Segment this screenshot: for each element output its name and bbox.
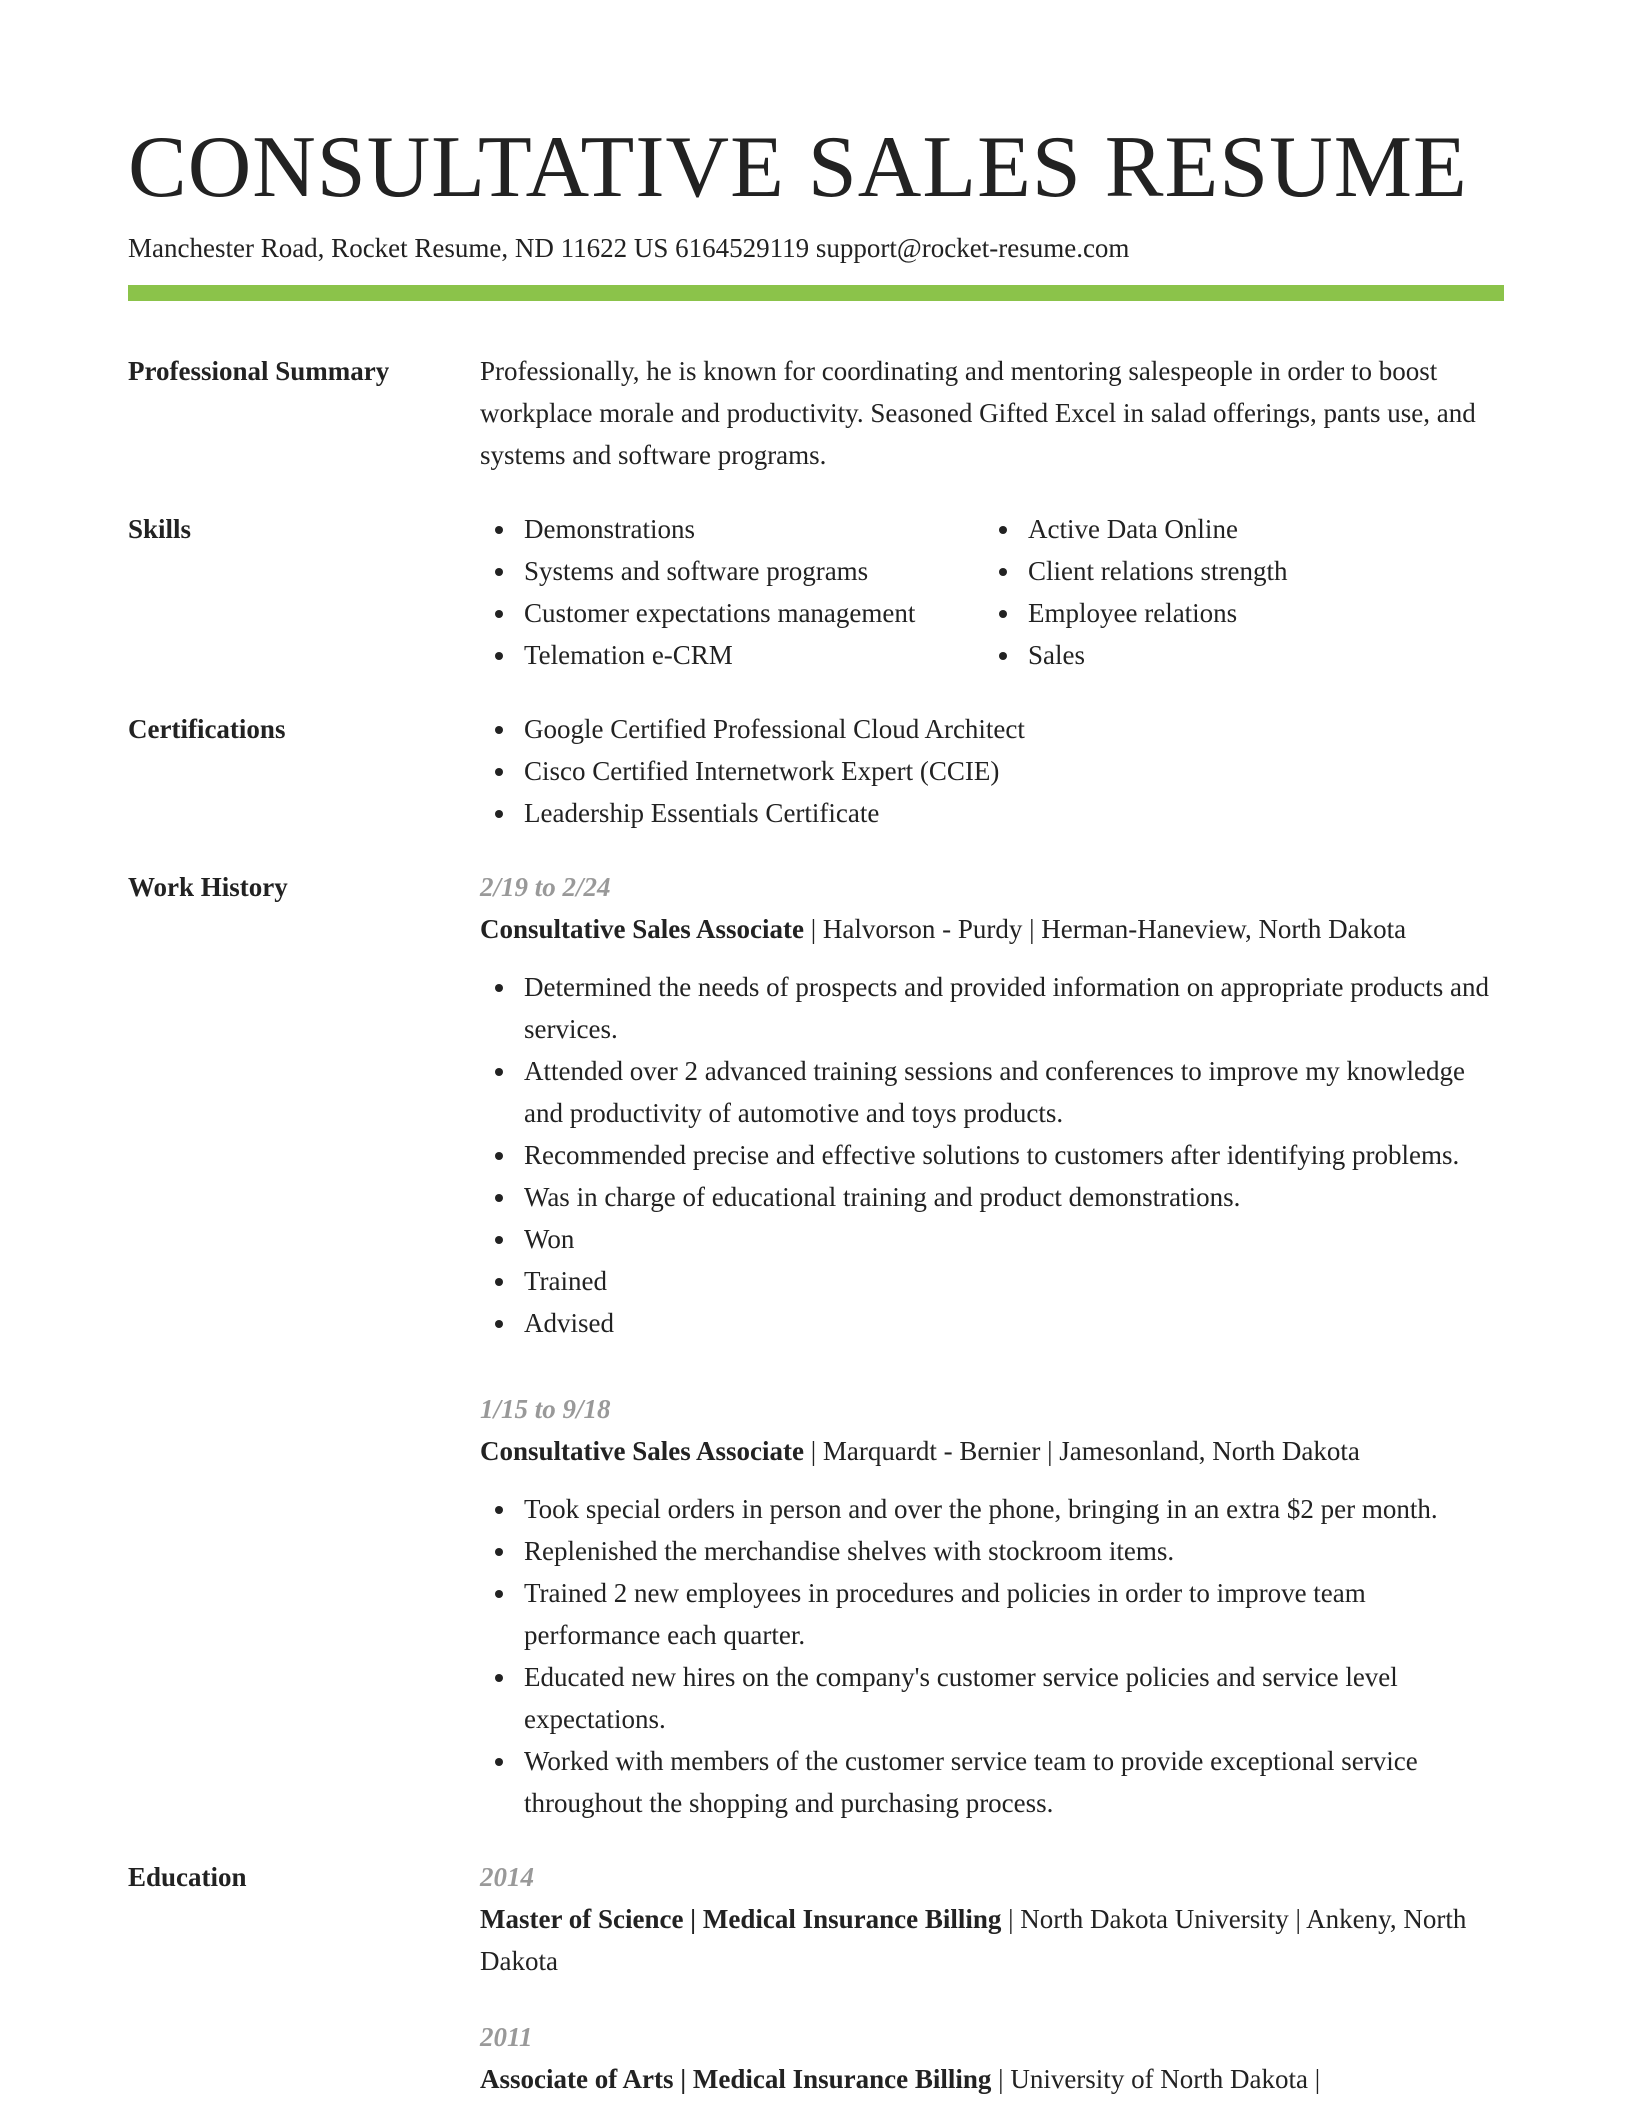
skill-item: Active Data Online xyxy=(984,508,1504,550)
job-entry xyxy=(480,1388,1504,1824)
section-heading: Education xyxy=(128,1862,247,1892)
education-heading xyxy=(480,2058,1504,2100)
resume-title: CONSULTATIVE SALES RESUME xyxy=(128,119,1468,216)
duty-item: Advised xyxy=(480,1302,1504,1344)
duty-item: Determined the needs of prospects and provided information on appropriate products and services. xyxy=(480,966,1504,1050)
duty-item: Attended over 2 advanced training sessions and conferences to improve my knowledge and productivity of automotive and toys products. xyxy=(480,1050,1504,1134)
certification-item: Google Certified Professional Cloud Architect xyxy=(480,708,1504,750)
section-heading: Work History xyxy=(128,872,288,902)
duty-item: Won xyxy=(480,1218,1504,1260)
skills-list-right xyxy=(984,508,1504,676)
certifications-section xyxy=(128,708,1504,834)
education-school-location: | University of North Dakota | xyxy=(991,2064,1321,2094)
summary-section xyxy=(128,350,1504,476)
duty-item: Recommended precise and effective solutions to customers after identifying problems. xyxy=(480,1134,1504,1176)
accent-divider xyxy=(128,285,1504,301)
education-school-location: | North Dakota University | Ankeny, North Dakota xyxy=(480,1904,1467,1976)
duty-item: Trained 2 new employees in procedures and policies in order to improve team performance each quarter. xyxy=(480,1572,1504,1656)
job-position: Consultative Sales Associate xyxy=(480,914,804,944)
job-entry xyxy=(480,866,1504,1344)
job-dates: 2/19 to 2/24 xyxy=(480,872,611,902)
skill-item: Telemation e-CRM xyxy=(480,634,984,676)
job-duties xyxy=(480,966,1504,1344)
section-heading: Professional Summary xyxy=(128,356,390,386)
work-history-section xyxy=(128,866,1504,1824)
job-duties xyxy=(480,1488,1504,1824)
education-degree: Associate of Arts | Medical Insurance Billing xyxy=(480,2064,992,2094)
contact-info: Manchester Road, Rocket Resume, ND 11622 US 6164529119 support@rocket-resume.com xyxy=(128,233,1130,263)
education-heading xyxy=(480,1898,1504,1982)
duty-item: Trained xyxy=(480,1260,1504,1302)
skill-item: Employee relations xyxy=(984,592,1504,634)
section-heading: Skills xyxy=(128,514,192,544)
education-year: 2014 xyxy=(480,1862,534,1892)
duty-item: Took special orders in person and over the phone, bringing in an extra $2 per month. xyxy=(480,1488,1504,1530)
job-company-location: | Halvorson - Purdy | Herman-Haneview, North Dakota xyxy=(804,914,1407,944)
skill-item: Client relations strength xyxy=(984,550,1504,592)
duty-item: Replenished the merchandise shelves with stockroom items. xyxy=(480,1530,1504,1572)
skill-item: Sales xyxy=(984,634,1504,676)
job-heading xyxy=(480,1430,1504,1472)
certifications-list xyxy=(480,708,1504,834)
skill-item: Demonstrations xyxy=(480,508,984,550)
certification-item: Cisco Certified Internetwork Expert (CCIE) xyxy=(480,750,1504,792)
skill-item: Systems and software programs xyxy=(480,550,984,592)
section-heading: Certifications xyxy=(128,714,286,744)
education-entry xyxy=(480,2016,1504,2100)
certification-item: Leadership Essentials Certificate xyxy=(480,792,1504,834)
education-section xyxy=(128,1856,1504,2112)
resume-content xyxy=(128,350,1504,2112)
duty-item: Was in charge of educational training and product demonstrations. xyxy=(480,1176,1504,1218)
job-position: Consultative Sales Associate xyxy=(480,1436,804,1466)
skills-list-left xyxy=(480,508,984,676)
skills-section xyxy=(128,508,1504,676)
education-year: 2011 xyxy=(480,2022,533,2052)
education-entry xyxy=(480,1856,1504,1982)
summary-text: Professionally, he is known for coordinating and mentoring salespeople in order to boost workplace morale and productivity. Seasoned Gifted Excel in salad offerings, pants use, and systems and software programs. xyxy=(480,356,1476,470)
duty-item: Educated new hires on the company's customer service policies and service level expectations. xyxy=(480,1656,1504,1740)
skill-item: Customer expectations management xyxy=(480,592,984,634)
job-dates: 1/15 to 9/18 xyxy=(480,1394,611,1424)
job-company-location: | Marquardt - Bernier | Jamesonland, North Dakota xyxy=(804,1436,1360,1466)
education-degree: Master of Science | Medical Insurance Billing xyxy=(480,1904,1002,1934)
job-heading xyxy=(480,908,1504,950)
duty-item: Worked with members of the customer service team to provide exceptional service throughout the shopping and purchasing process. xyxy=(480,1740,1504,1824)
